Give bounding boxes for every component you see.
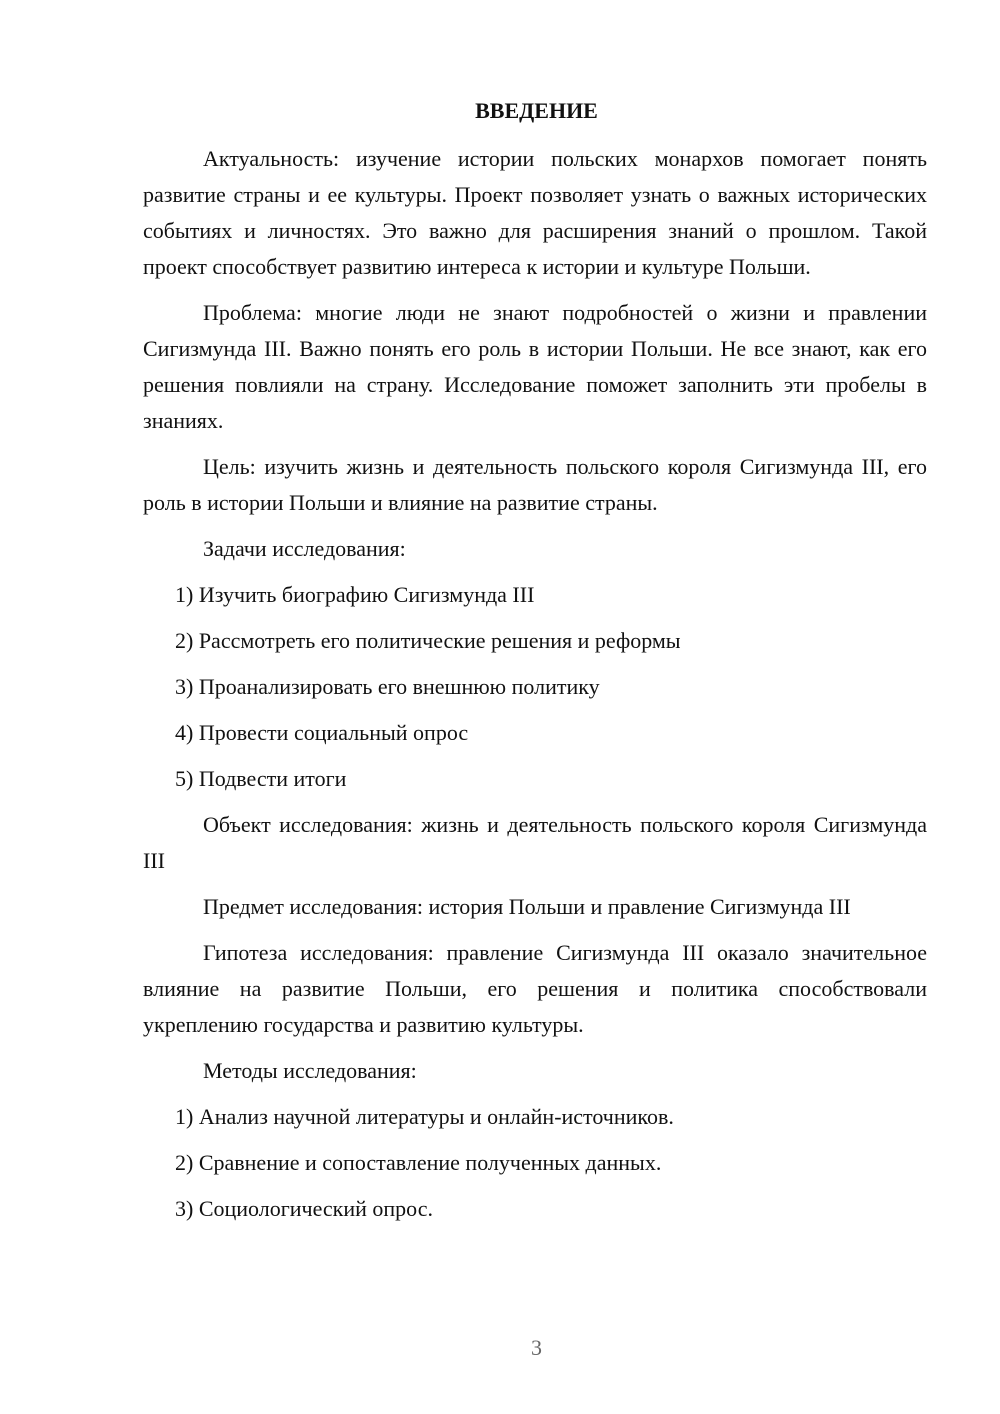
methods-list (143, 1099, 927, 1227)
object-paragraph: Объект исследования: жизнь и деятельность польского короля Сигизмунда III (143, 812, 927, 873)
tasks-list (143, 577, 927, 797)
methods-heading: Методы исследования: (203, 1058, 417, 1083)
problem-paragraph: Проблема: многие люди не знают подробностей о жизни и правлении Сигизмунда III. Важно понять его роль в истории Польши. Не все знают, как его решения повлияли на страну. Исследование поможет заполнить эти пробелы в знаниях. (143, 300, 927, 433)
list-item: 1) Изучить биографию Сигизмунда III (175, 582, 535, 607)
goal-paragraph: Цель: изучить жизнь и деятельность польского короля Сигизмунда III, его роль в истории Польши и влияние на развитие страны. (143, 454, 927, 515)
list-item: 4) Провести социальный опрос (175, 720, 469, 745)
list-item: 2) Рассмотреть его политические решения и реформы (175, 628, 681, 653)
page-number: 3 (531, 1335, 542, 1360)
list-item: 3) Проанализировать его внешнюю политику (175, 674, 600, 699)
list-item: 3) Социологический опрос. (175, 1196, 433, 1221)
list-item: 2) Сравнение и сопоставление полученных данных. (175, 1150, 662, 1175)
list-item: 5) Подвести итоги (175, 766, 347, 791)
tasks-heading: Задачи исследования: (203, 536, 406, 561)
document-body (143, 141, 927, 1237)
subject-paragraph: Предмет исследования: история Польши и правление Сигизмунда III (203, 894, 851, 919)
hypothesis-paragraph: Гипотеза исследования: правление Сигизмунда III оказало значительное влияние на развитие Польши, его решения и политика способствовали укреплению государства и развитию культуры. (143, 940, 927, 1037)
list-item: 1) Анализ научной литературы и онлайн-источников. (175, 1104, 674, 1129)
page-title: ВВЕДЕНИЕ (475, 98, 598, 123)
relevance-paragraph: Актуальность: изучение истории польских монархов помогает понять развитие страны и ее культуры. Проект позволяет узнать о важных исторических событиях и личностях. Это важно для расширения знаний о прошлом. Такой проект способствует развитию интереса к истории и культуре Польши. (143, 146, 927, 279)
